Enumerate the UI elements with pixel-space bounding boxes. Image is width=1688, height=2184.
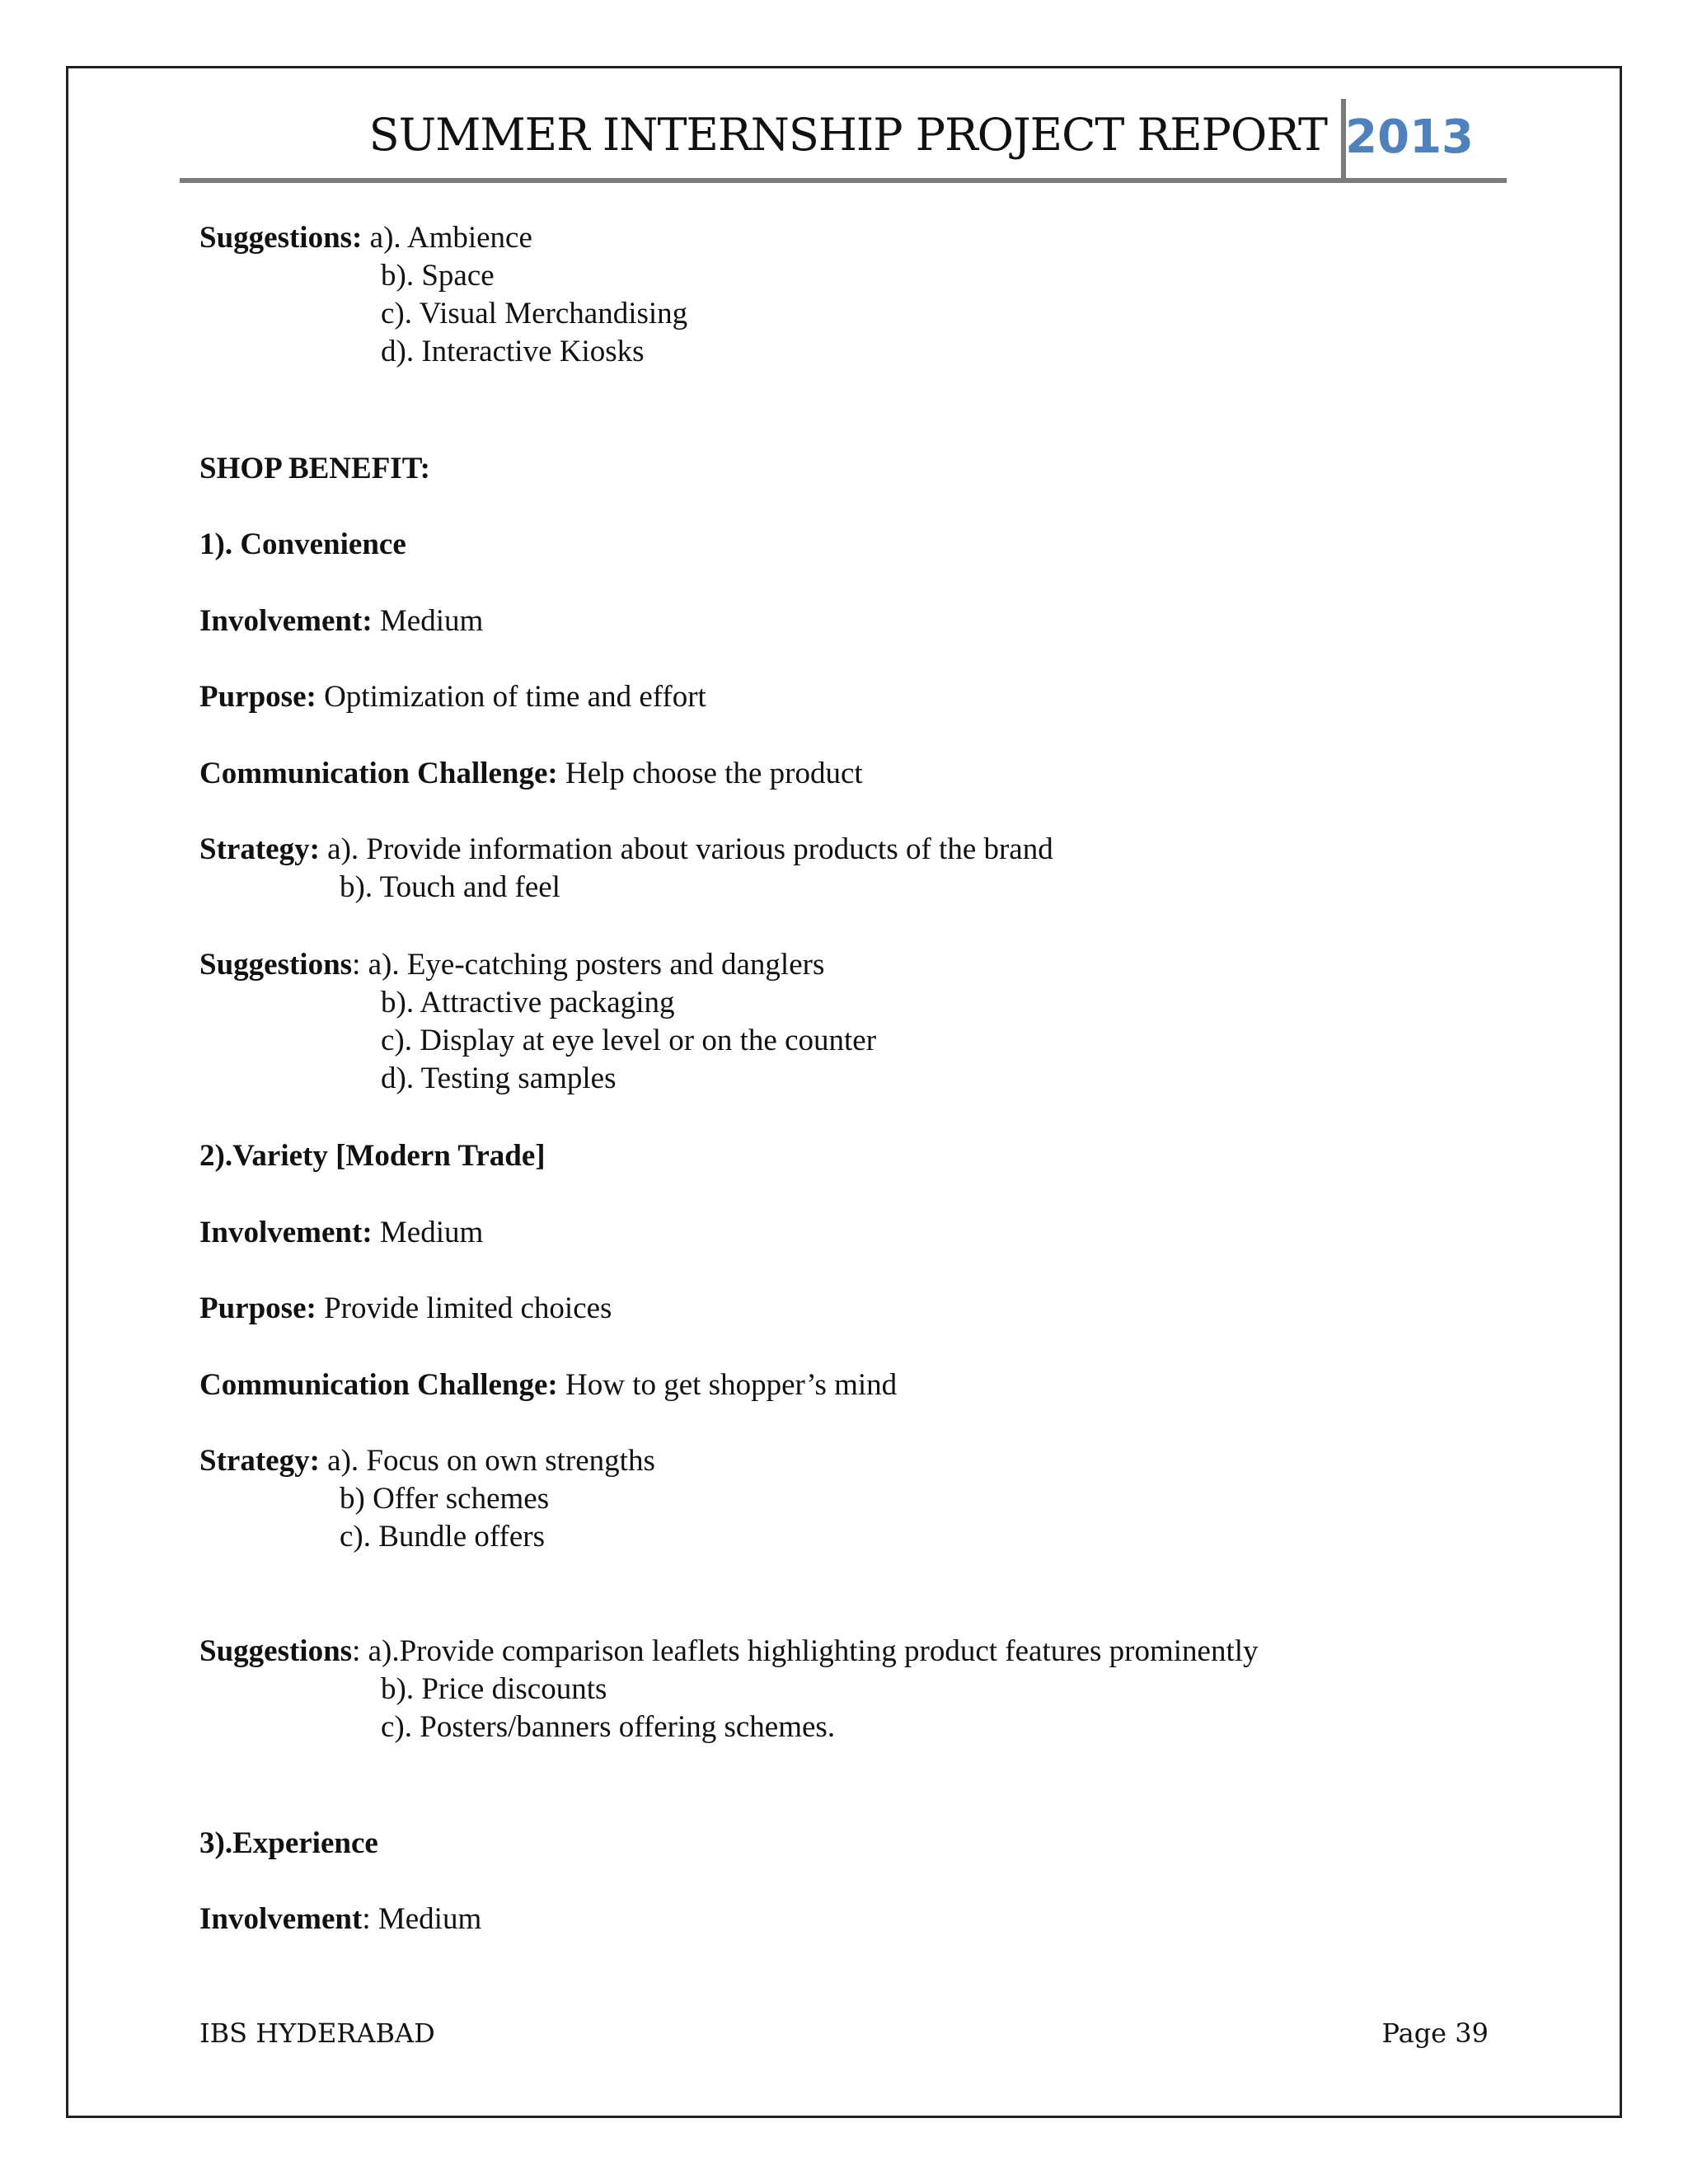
- report-title: SUMMER INTERNSHIP PROJECT REPORT: [368, 109, 1327, 161]
- challenge-line: Communication Challenge: How to get shopper’s mind: [199, 1368, 898, 1402]
- footer-institution: IBS HYDERABAD: [199, 2018, 435, 2049]
- header-rule: [180, 178, 1507, 183]
- purpose-line: Purpose: Provide limited choices: [199, 1291, 612, 1325]
- suggestions-line: Suggestions: a).Provide comparison leaflets highlighting product features prominently: [199, 1634, 1259, 1668]
- suggestion-item: c). Display at eye level or on the counter: [381, 1024, 877, 1057]
- subsection-title: 3).Experience: [199, 1826, 378, 1860]
- suggestion-item: b). Attractive packaging: [381, 986, 675, 1019]
- report-year: 2013: [1345, 110, 1474, 164]
- suggestion-item: b). Space: [381, 259, 495, 293]
- suggestion-item: d). Testing samples: [381, 1062, 617, 1095]
- page-border: [66, 66, 1622, 2118]
- page-number: Page 39: [1381, 2018, 1489, 2049]
- strategy-item: c). Bundle offers: [340, 1520, 545, 1554]
- strategy-item: b) Offer schemes: [340, 1482, 550, 1516]
- subsection-title: 2).Variety [Modern Trade]: [199, 1139, 546, 1173]
- suggestion-item: c). Posters/banners offering schemes.: [381, 1710, 836, 1744]
- suggestion-item: a). Ambience: [369, 221, 532, 255]
- involvement-line: Involvement: Medium: [199, 604, 484, 638]
- suggestions-line: Suggestions: a). Eye-catching posters and danglers: [199, 948, 825, 982]
- suggestion-item: d). Interactive Kiosks: [381, 335, 645, 368]
- page-header: [180, 99, 1507, 181]
- subsection-title: 1). Convenience: [199, 527, 406, 561]
- challenge-line: Communication Challenge: Help choose the product: [199, 757, 863, 790]
- suggestions-line: [199, 223, 532, 253]
- strategy-item: b). Touch and feel: [340, 870, 560, 904]
- strategy-line: Strategy: a). Focus on own strengths: [199, 1444, 655, 1478]
- strategy-line: Strategy: a). Provide information about various products of the brand: [199, 832, 1053, 866]
- involvement-line: Involvement: Medium: [199, 1902, 482, 1936]
- involvement-line: Involvement: Medium: [199, 1216, 484, 1249]
- purpose-line: Purpose: Optimization of time and effort: [199, 680, 706, 714]
- suggestion-item: c). Visual Merchandising: [381, 297, 688, 330]
- suggestions-label: Suggestions:: [199, 221, 363, 255]
- section-heading: SHOP BENEFIT:: [199, 452, 430, 485]
- suggestion-item: b). Price discounts: [381, 1672, 607, 1706]
